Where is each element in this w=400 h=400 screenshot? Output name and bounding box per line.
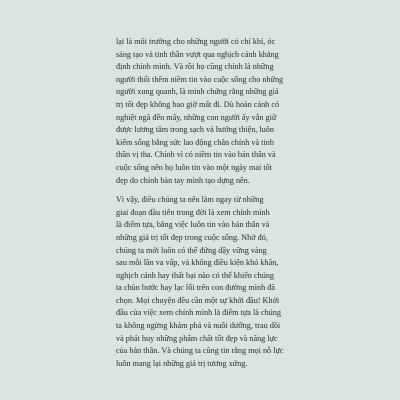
text-line: Vì vậy, điều chúng ta nên làm ngay từ những: [116, 195, 264, 205]
text-line: định chính mình. Và rồi họ cũng chính là những: [116, 62, 274, 72]
text-line: kiếm sống bằng sức lao động chân chính và tinh: [116, 137, 274, 147]
text-line: chúng ta mới luôn có thể đứng dậy vững vàng: [116, 245, 267, 255]
text-line: sau mỗi lần va vấp, và không điều kiện khó khăn,: [116, 258, 279, 268]
text-line: ta không ngừng khám phá và nuôi dưỡng, trau dồi: [116, 321, 281, 331]
text-line: những giá trị tốt đẹp trong cuộc sống. Nhờ đó,: [116, 232, 268, 242]
text-line: người thổi thêm niềm tin vào cuộc sống cho những: [116, 74, 284, 84]
text-line: của bản thân. Và chúng ta cũng tin rằng mọi nỗ lực: [116, 346, 284, 356]
text-line: giai đoạn đầu tiên trong đời là xem chính mình: [116, 207, 270, 217]
text-line: cuộc sống nên họ luôn tin vào một ngày mai tốt: [116, 162, 272, 172]
text-line: đẹp do chính bàn tay mình tạo dựng nên.: [116, 175, 250, 185]
text-line: nghiệt ngã đến mấy, những con người ấy vẫn giữ: [116, 112, 277, 122]
text-line: sáng tạo và tinh thần vượt qua nghịch cảnh khẳng: [116, 49, 279, 59]
text-line: trị tốt đẹp không bao giờ mất đi. Dù hoàn cảnh có: [116, 99, 280, 109]
text-line: được lương tâm trong sạch và hướng thiện, luôn: [116, 125, 274, 135]
text-line: nghịch cảnh hay thất bại nào có thể khiến chúng: [116, 270, 275, 280]
text-line: lại là môi trường cho những người có chí khí, óc: [116, 37, 276, 46]
paragraph: [116, 194, 296, 370]
text-line: là điểm tựa, bằng việc luôn tin vào bản thân và: [116, 220, 270, 230]
text-line: luôn mang lại những giá trị tương xứng.: [116, 358, 248, 368]
paragraph: [116, 36, 296, 187]
text-line: người xung quanh, là minh chứng rằng những giá: [116, 87, 279, 97]
text-line: đầu của việc xem chính mình là điểm tựa là chúng: [116, 308, 281, 318]
body-text: [116, 36, 296, 370]
text-line: chọn. Mọi chuyện đều cần một sự khởi đầu! Khởi: [116, 295, 280, 305]
text-line: ta chùn bước hay lạc lối trên con đường mình đã: [116, 283, 275, 293]
text-line: và phát huy những phẩm chất tốt đẹp và năng lực: [116, 333, 278, 343]
text-line: thần vị tha. Chính vì có niềm tin vào bản thân và: [116, 150, 276, 160]
